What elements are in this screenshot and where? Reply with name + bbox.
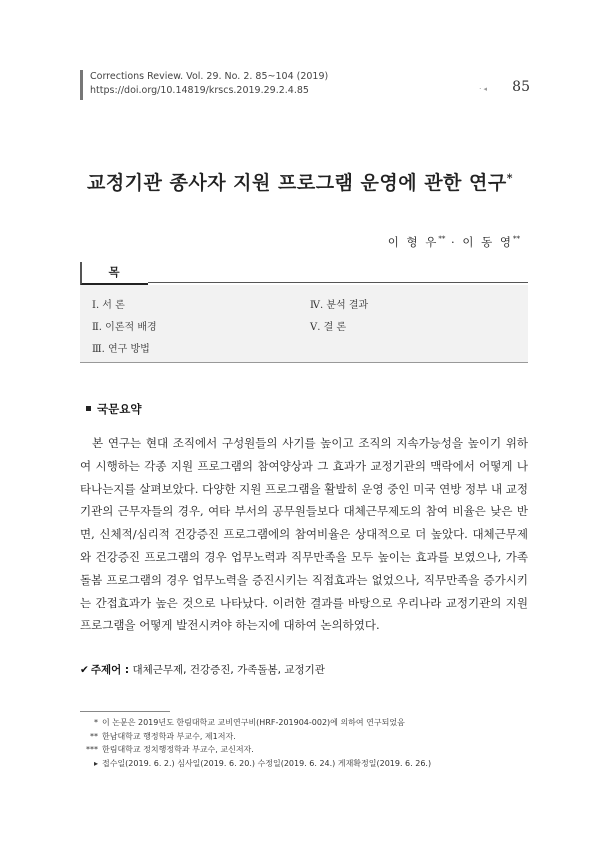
footnote-author-2 [80,743,431,757]
footnote-text: 이 논문은 2019년도 한림대학교 교비연구비(HRF-201904-002)에 의하여 연구되었음 [102,718,405,727]
toc-label: 목 [80,262,148,286]
author-2-mark: ** [513,235,520,244]
keywords-label: 주제어 : [90,664,130,676]
author-2: 이 동 영 [462,235,513,249]
footnote-mark: ** [90,731,98,741]
keywords-text: 대체근무제, 건강증진, 가족돌봄, 교정기관 [132,664,325,676]
header-accent-bar [80,70,83,100]
footnote-text: 한림대학교 정치행정학과 부교수, 교신저자. [102,745,254,754]
abstract-heading [86,401,141,417]
journal-citation [90,70,328,98]
footnote-mark: * [94,718,98,727]
authors [388,234,520,250]
footnote-dates [80,757,431,771]
abstract-body [80,432,528,637]
footnote-text: 한남대학교 행정학과 부교수, 제1저자. [102,731,236,741]
author-1-mark: ** [438,235,446,244]
abstract-heading-text: 국문요약 [97,402,142,416]
toc-item-conclusion[interactable]: Ⅴ. 결 론 [310,322,347,333]
square-bullet-icon [86,406,91,411]
footnote-author-1 [80,730,431,744]
journal-header [80,70,530,100]
toc-divider [148,282,528,283]
abstract-paragraph: 본 연구는 현대 조직에서 구성원들의 사기를 높이고 조직의 지속가능성을 높이기 위하여 시행하는 각종 지원 프로그램의 참여양상과 그 효과가 교정기관의 맥락에서 어떻게 나타나는지를 살펴보았다. 다양한 지원 프로그램을 활발히 운영 중인 미국 연방 정부 내 교정기관의 근무자들의 경우, 여타 부서의 공무원들보다 대체근무제도의 참여 비율은 낮은 반면, 신체적/심리적 건강증진 프로그램에의 참여비율은 상대적으로 더 높았다. 대체근무제와 건강증진 프로그램의 경우 업무노력과 직무만족을 모두 높이는 효과를 보였으나, 가족돌봄 프로그램의 경우 업무노력을 증진시키는 직접효과는 없었으나, 직무만족을 증가시키는 간접효과가 높은 것으로 나타났다. 이러한 결과를 바탕으로 우리나라 교정기관의 지원 프로그램을 어떻게 발전시켜야 하는지에 대하여 논의하였다. [80,436,528,633]
author-1: 이 형 우 [387,235,439,249]
toc-item-introduction[interactable]: Ⅰ. 서 론 [92,300,125,311]
author-separator: · [445,235,463,249]
page-number: 85 [512,79,530,95]
page-mark: · ◂ [479,85,488,93]
keywords [80,662,325,677]
paper-title-text: 교정기관 종사자 지원 프로그램 운영에 관한 연구 [86,172,507,194]
toc-item-theory[interactable]: Ⅱ. 이론적 배경 [92,322,157,333]
footnote-text: 접수일(2019. 6. 2.) 심사일(2019. 6. 20.) 수정일(2019. 6. 24.) 게재확정일(2019. 6. 26.) [102,758,432,768]
toc-item-method[interactable]: Ⅲ. 연구 방법 [92,344,150,355]
checkmark-icon: ✔ [80,664,89,676]
journal-line: Corrections Review. Vol. 29. No. 2. 85~104 (2019) [90,71,329,82]
footnotes [80,716,431,770]
footnote-rule [80,711,170,712]
doi-link[interactable]: https://doi.org/10.14819/krscs.2019.29.2.4.85 [90,85,309,96]
title-footnote-mark[interactable]: * [506,171,514,185]
footnote-funding [80,716,431,730]
table-of-contents [80,285,528,363]
footnote-mark: *** [86,745,98,754]
paper-title [0,168,600,195]
toc-item-results[interactable]: Ⅳ. 분석 결과 [310,300,369,311]
triangle-bullet-icon: ▸ [93,758,98,768]
page-info [479,76,530,95]
